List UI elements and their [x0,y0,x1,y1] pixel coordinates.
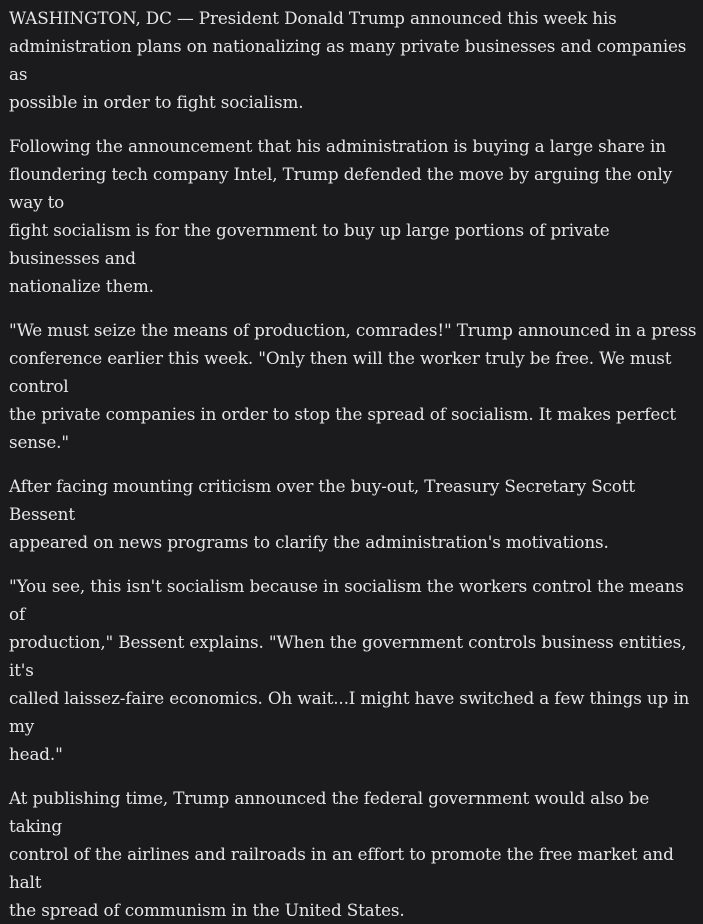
article-paragraph-4: After facing mounting criticism over the buy-out, Treasury Secretary Scott Bessent appeared on news programs to clarify the administration's motivations. [9,476,635,552]
article-paragraph-1: WASHINGTON, DC — President Donald Trump announced this week his administration plans on nationalizing as many private businesses and companies as possible in order to fight socialism. [9,8,687,112]
article-paragraph-3: "We must seize the means of production, comrades!" Trump announced in a press conference earlier this week. "Only then will the worker truly be free. We must control the private companies in order to stop the spread of socialism. It makes perfect sense." [9,320,697,452]
article-paragraph-6: At publishing time, Trump announced the federal government would also be taking control of the airlines and railroads in an effort to promote the free market and halt the spread of communism in the United States. [9,788,674,920]
article-paragraph-5: "You see, this isn't socialism because in socialism the workers control the means of production," Bessent explains. "When the government controls business entities, it's called laissez-faire economics. Oh wait...I might have switched a few things up in my head." [9,576,690,764]
article-paragraph-2: Following the announcement that his administration is buying a large share in floundering tech company Intel, Trump defended the move by arguing the only way to fight socialism is for the government to buy up large portions of private businesses and nationalize them. [9,136,673,296]
